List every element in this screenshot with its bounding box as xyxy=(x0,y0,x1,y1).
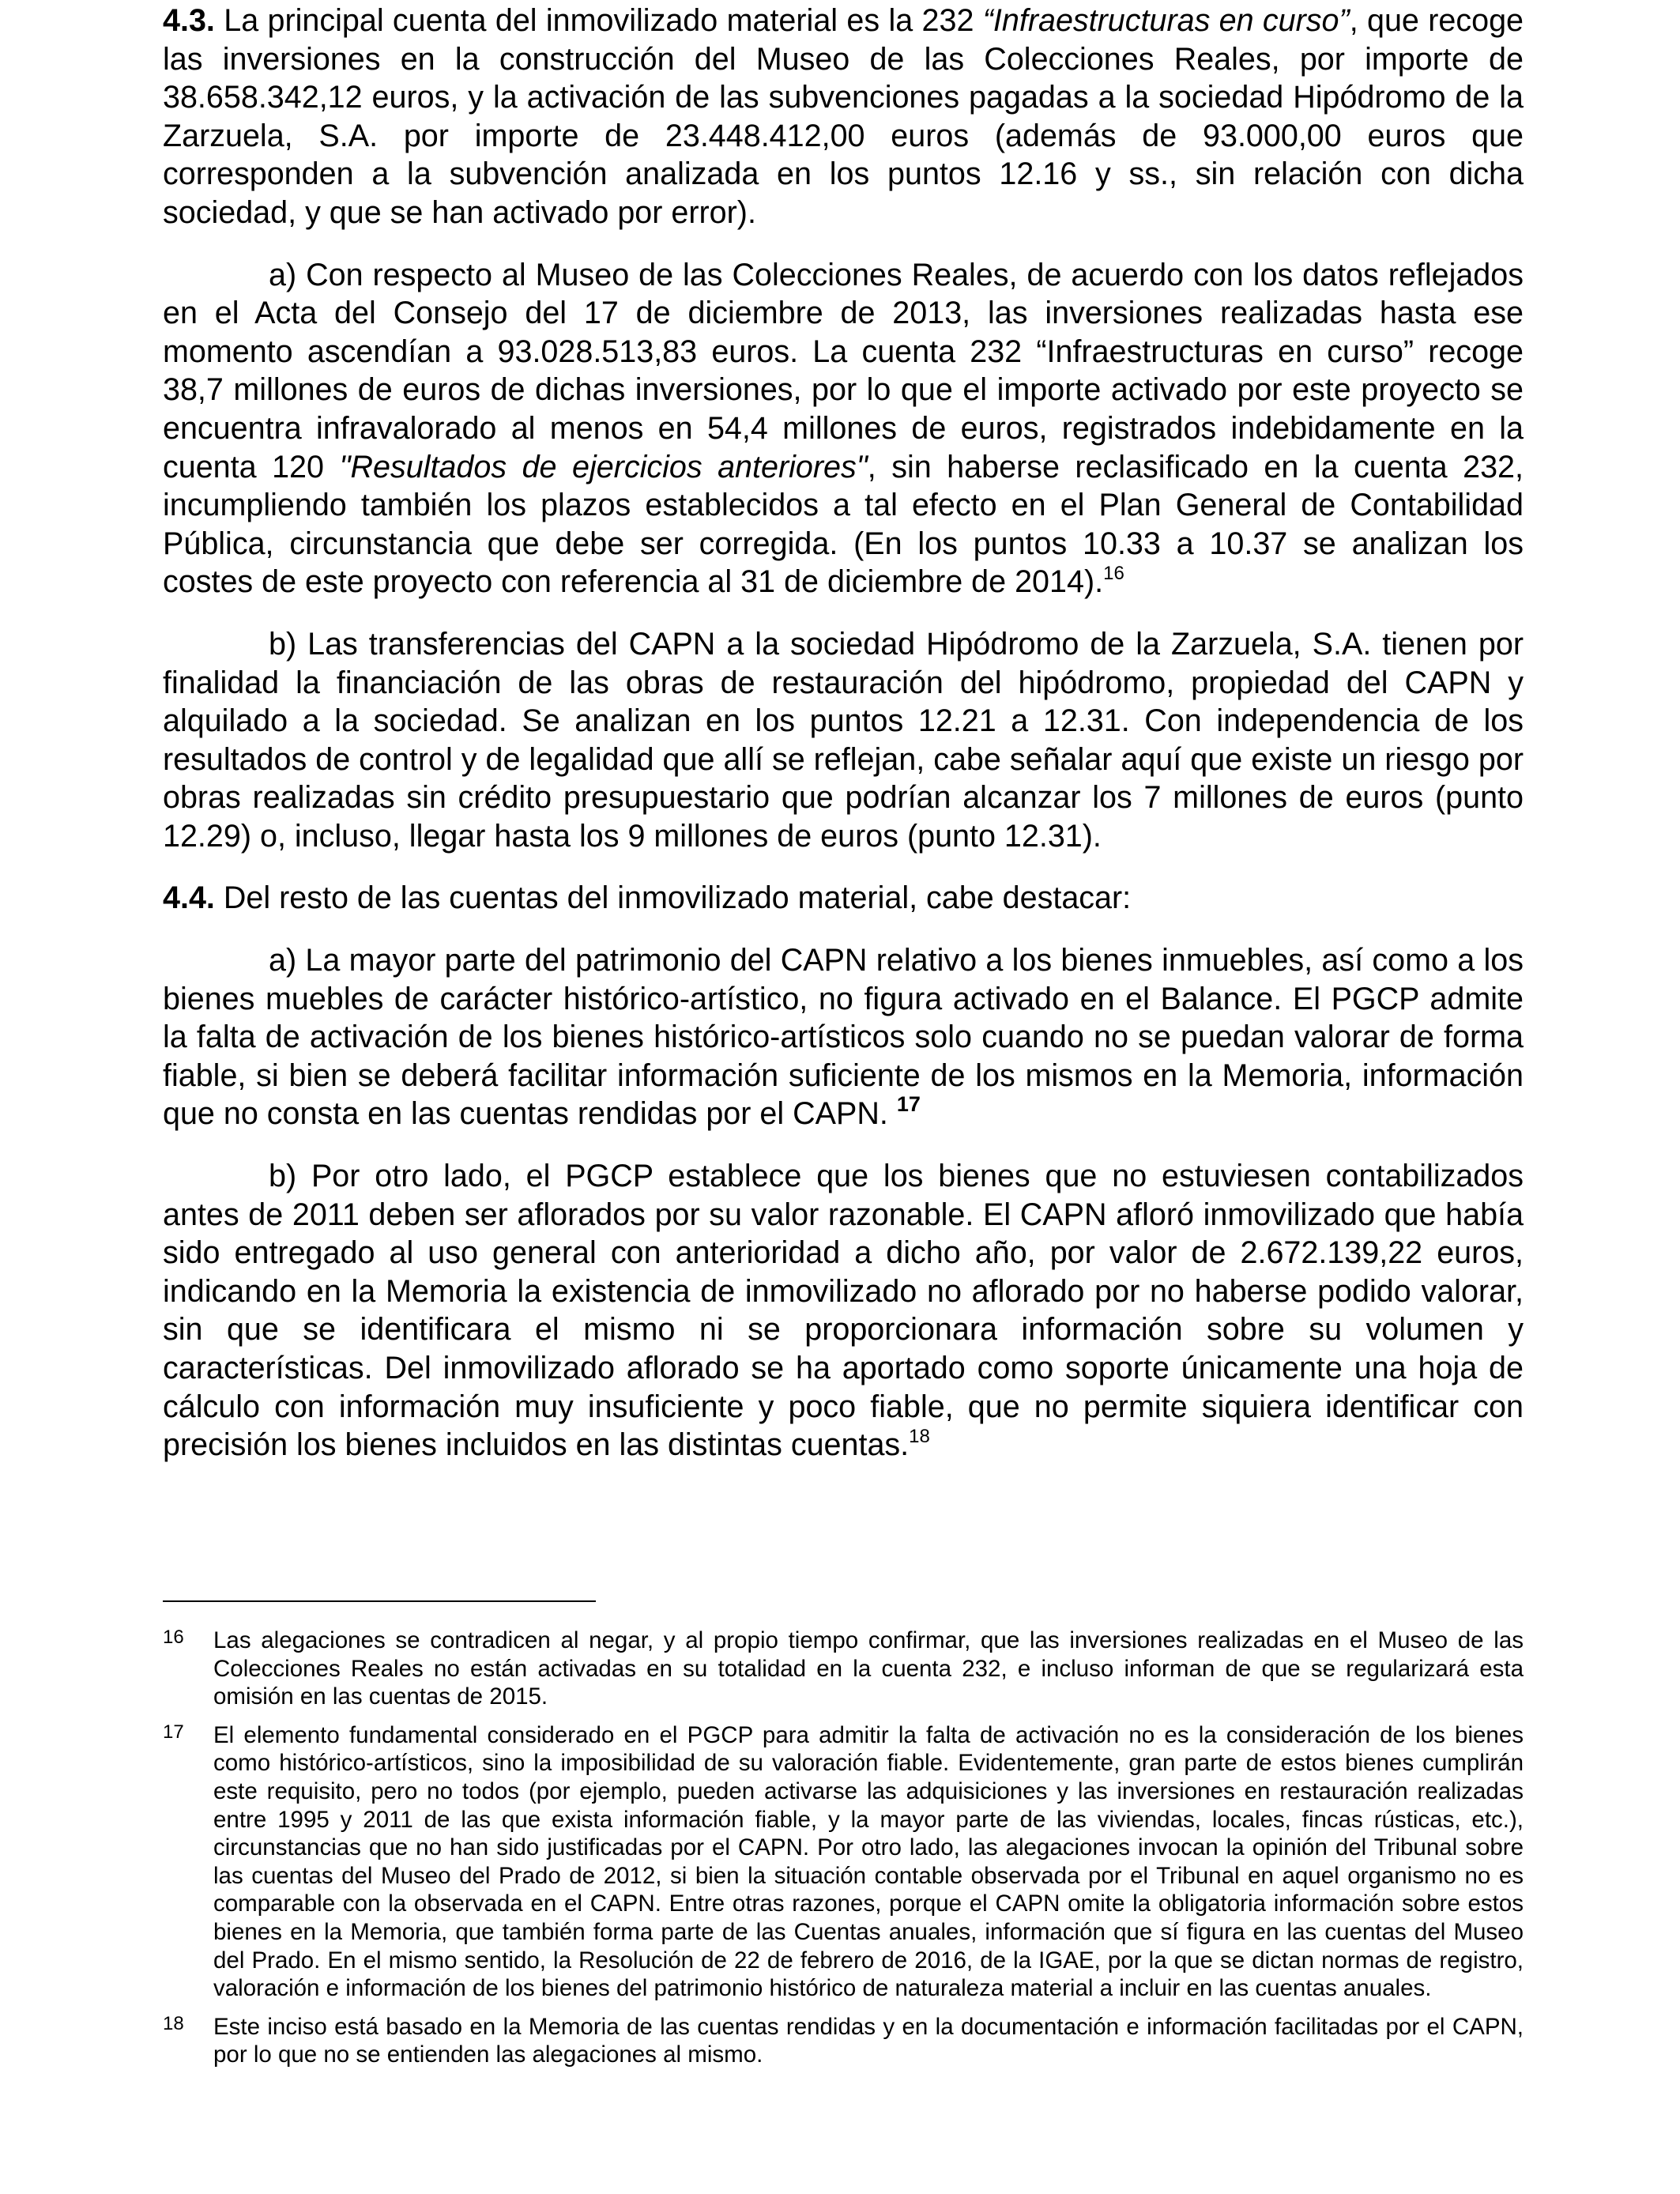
footnote-separator xyxy=(163,1600,596,1602)
paragraph-4-4-a xyxy=(163,941,1524,1133)
paragraph-text: , que recoge las inversiones en la construcción del Museo de las Colecciones Reales, por importe de 38.658.342,12 euros, y la activación de las subvenciones pagadas a la sociedad Hipódromo de la Zarzuela, S.A. por importe de 23.448.412,00 euros (además de 93.000,00 euros que corresponden a la subvención analizada en los puntos 12.16 y ss., sin relación con dicha sociedad, y que se han activado por error). xyxy=(163,3,1524,230)
footnote-text: Este inciso está basado en la Memoria de las cuentas rendidas y en la documentación e información facilitadas por el CAPN, por lo que no se entienden las alegaciones al mismo. xyxy=(213,2013,1524,2068)
footnote-text: El elemento fundamental considerado en el PGCP para admitir la falta de activación no es la consideración de los bienes como histórico-artísticos, sino la imposibilidad de su valoración fiable. Evidentemente, gran parte de estos bienes cumplirán este requisito, pero no todos (por ejemplo, pueden activarse las adquisiciones y las inversiones en restauración realizadas entre 1995 y 2011 de las que exista información fiable, y la mayor parte de las viviendas, locales, fincas rústicas, etc.), circunstancias que no han sido justificadas por el CAPN. Por otro lado, las alegaciones invocan la opinión del Tribunal sobre las cuentas del Museo del Prado de 2012, si bien la situación contable observada por el Tribunal en aquel organismo no es comparable con la observada en el CAPN. Entre otras razones, porque el CAPN omite la obligatoria información sobre estos bienes en la Memoria, que también forma parte de las Cuentas anuales, información que sí figura en las cuentas del Museo del Prado. En el mismo sentido, la Resolución de 22 de febrero de 2016, de la IGAE, por la que se dictan normas de registro, valoración e información de los bienes del patrimonio histórico de naturaleza material a incluir en las cuentas anuales. xyxy=(213,1721,1524,2002)
footnote-ref-16[interactable]: 16 xyxy=(1103,563,1124,585)
paragraph-4-3 xyxy=(163,2,1524,232)
paragraph-text: La principal cuenta del inmovilizado material es la 232 xyxy=(214,3,983,38)
section-number: 4.3. xyxy=(163,3,215,38)
footnote-16 xyxy=(163,1627,1524,1711)
paragraph-text: Del resto de las cuentas del inmovilizado material, cabe destacar: xyxy=(214,880,1132,916)
paragraph-4-4-b xyxy=(163,1157,1524,1465)
footnote-ref-17[interactable]: 17 xyxy=(896,1092,921,1117)
footnotes xyxy=(163,1627,1524,2079)
paragraph-4-3-a xyxy=(163,256,1524,601)
paragraph-text: a) La mayor parte del patrimonio del CAPN relativo a los bienes inmuebles, así como a los bienes muebles de carácter histórico-artístico, no figura activado en el Balance. El PGCP admite la falta de activación de los bienes histórico-artísticos solo cuando no se puedan valorar de forma fiable, si bien se deberá facilitar información suficiente de los mismos en la Memoria, información que no consta en las cuentas rendidas por el CAPN. xyxy=(163,943,1524,1132)
paragraph-text: a) Con respecto al Museo de las Colecciones Reales, de acuerdo con los datos reflejados en el Acta del Consejo del 17 de diciembre de 2013, las inversiones realizadas hasta ese momento ascendían a 93.028.513,83 euros. La cuenta 232 “Infraestructuras en curso” recoge 38,7 millones de euros de dichas inversiones, por lo que el importe activado por este proyecto se encuentra infravalorado al menos en 54,4 millones de euros, registrados indebidamente en la cuenta 120 xyxy=(163,257,1524,484)
footnote-number: 17 xyxy=(163,1721,184,1743)
footnote-number: 16 xyxy=(163,1627,184,1648)
account-name-italic: “Infraestructuras en curso” xyxy=(982,3,1350,38)
footnote-ref-18[interactable]: 18 xyxy=(909,1426,930,1448)
footnote-text: Las alegaciones se contradicen al negar, y al propio tiempo confirmar, que las inversiones realizadas en el Museo de las Colecciones Reales no están activadas en su totalidad en la cuenta 232, e incluso informan de que se regularizará esta omisión en las cuentas de 2015. xyxy=(213,1627,1524,1710)
paragraph-4-3-b xyxy=(163,625,1524,856)
account-name-italic: "Resultados de ejercicios anteriores" xyxy=(339,449,868,484)
paragraph-text: b) Por otro lado, el PGCP establece que los bienes que no estuviesen contabilizados antes de 2011 deben ser aflorados por su valor razonable. El CAPN afloró inmovilizado que había sido entregado al uso general con anterioridad a dicho año, por valor de 2.672.139,22 euros, indicando en la Memoria la existencia de inmovilizado no aflorado por no haberse podido valorar, sin que se identificara el mismo ni se proporcionara información sobre su volumen y características. Del inmovilizado aflorado se ha aportado como soporte únicamente una hoja de cálculo con información muy insuficiente y poco fiable, que no permite siquiera identificar con precisión los bienes incluidos en las distintas cuentas. xyxy=(163,1159,1524,1463)
footnote-17 xyxy=(163,1721,1524,2003)
document-body xyxy=(163,2,1524,1465)
section-number: 4.4. xyxy=(163,880,215,916)
paragraph-text: b) Las transferencias del CAPN a la sociedad Hipódromo de la Zarzuela, S.A. tienen por finalidad la financiación de las obras de restauración del hipódromo, propiedad del CAPN y alquilado a la sociedad. Se analizan en los puntos 12.21 a 12.31. Con independencia de los resultados de control y de legalidad que allí se reflejan, cabe señalar aquí que existe un riesgo por obras realizadas sin crédito presupuestario que podrían alcanzar los 7 millones de euros (punto 12.29) o, incluso, llegar hasta los 9 millones de euros (punto 12.31). xyxy=(163,626,1524,854)
footnote-number: 18 xyxy=(163,2012,184,2034)
paragraph-4-4 xyxy=(163,879,1524,918)
footnote-18 xyxy=(163,2013,1524,2069)
paragraph-text: , sin haberse reclasificado en la cuenta 232, incumpliendo también los plazos establecidos a tal efecto en el Plan General de Contabilidad Pública, circunstancia que debe ser corregida. (En los puntos 10.33 a 10.37 se analizan los costes de este proyecto con referencia al 31 de diciembre de 2014). xyxy=(163,449,1524,600)
